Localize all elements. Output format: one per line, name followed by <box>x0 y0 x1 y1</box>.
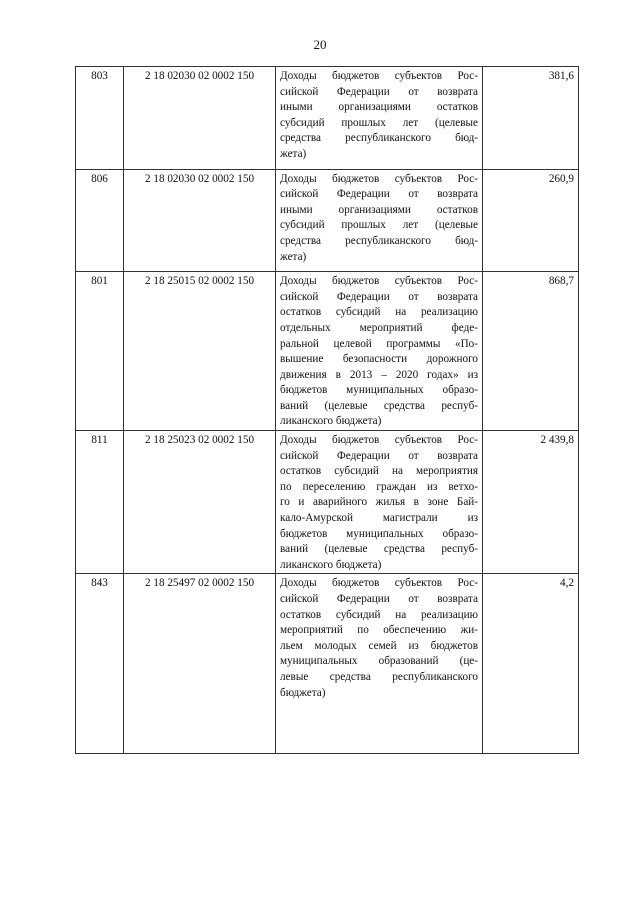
amount-cell: 260,9 <box>483 169 579 272</box>
revenue-name-cell <box>276 169 483 272</box>
amount-cell: 381,6 <box>483 67 579 170</box>
revenue-name-line: движения в 2013 – 2020 годах» из <box>280 368 478 381</box>
revenue-name-line: ваний (целевые средства респуб- <box>280 543 478 556</box>
amount-cell: 868,7 <box>483 272 579 431</box>
budget-classification-code-cell: 2 18 25015 02 0002 150 <box>124 272 276 431</box>
revenue-name-line: остатков субсидий на реализацию <box>280 608 478 621</box>
admin-code-cell: 843 <box>76 574 124 754</box>
revenue-name-line: бюджетов муниципальных образо- <box>280 384 478 397</box>
revenue-name-line: субсидий прошлых лет (целевые <box>280 219 478 232</box>
revenue-name-line: Доходы бюджетов субъектов Рос- <box>280 70 478 82</box>
revenue-name-line: средства республиканского бюд- <box>280 132 478 145</box>
amount-cell: 4,2 <box>483 574 579 754</box>
revenue-name-line: субсидий прошлых лет (целевые <box>280 116 478 129</box>
budget-revenue-table <box>75 66 579 754</box>
revenue-name-line: сийской Федерации от возврата <box>280 290 478 303</box>
revenue-name-line: ваний (целевые средства респуб- <box>280 399 478 412</box>
table-row <box>76 67 579 170</box>
table-row <box>76 574 579 754</box>
admin-code-cell: 803 <box>76 67 124 170</box>
revenue-name-line: Доходы бюджетов субъектов Рос- <box>280 577 478 590</box>
revenue-name-line: сийской Федерации от возврата <box>280 593 478 605</box>
admin-code-cell: 801 <box>76 272 124 431</box>
budget-classification-code-cell: 2 18 25497 02 0002 150 <box>124 574 276 754</box>
budget-classification-code-cell: 2 18 25023 02 0002 150 <box>124 431 276 574</box>
revenue-name-line: Доходы бюджетов субъектов Рос- <box>280 275 478 288</box>
revenue-name-line: остатков субсидий на мероприятия <box>280 465 478 478</box>
revenue-name-line: иными организациями остатков <box>280 101 478 114</box>
revenue-name-line: го и аварийного жилья в зоне Бай- <box>280 496 478 509</box>
revenue-name-line: ликанского бюджета) <box>280 558 382 571</box>
revenue-name-line: ральной целевой программы «По- <box>280 337 478 350</box>
revenue-name-line: муниципальных образований (це- <box>280 655 478 668</box>
page-number: 20 <box>313 37 327 52</box>
revenue-name-line: Доходы бюджетов субъектов Рос- <box>280 434 478 447</box>
table-row <box>76 272 579 431</box>
revenue-name-line: сийской Федерации от возврата <box>280 449 478 462</box>
revenue-name-line: отдельных мероприятий феде- <box>280 321 478 334</box>
revenue-name-line: сийской Федерации от возврата <box>280 188 478 201</box>
table-row <box>76 431 579 574</box>
revenue-name-cell <box>276 272 483 431</box>
revenue-name-line: ликанского бюджета) <box>280 415 382 428</box>
admin-code-cell: 806 <box>76 169 124 272</box>
budget-classification-code-cell: 2 18 02030 02 0002 150 <box>124 67 276 170</box>
table-body <box>76 67 579 754</box>
revenue-name-line: жета) <box>280 147 307 160</box>
revenue-name-line: жета) <box>280 250 307 263</box>
revenue-name-line: левые средства республиканского <box>280 670 478 683</box>
budget-classification-code-cell: 2 18 02030 02 0002 150 <box>124 169 276 272</box>
revenue-name-line: бюджета) <box>280 686 326 699</box>
revenue-name-line: вышение безопасности дорожного <box>280 353 478 366</box>
revenue-name-line: остатков субсидий на реализацию <box>280 306 478 319</box>
revenue-name-line: иными организациями остатков <box>280 203 478 216</box>
admin-code-cell: 811 <box>76 431 124 574</box>
revenue-name-cell <box>276 431 483 574</box>
amount-cell: 2 439,8 <box>483 431 579 574</box>
revenue-name-line: бюджетов муниципальных образо- <box>280 527 478 540</box>
revenue-name-line: кало-Амурской магистрали из <box>280 512 478 525</box>
revenue-name-line: по переселению граждан из ветхо- <box>280 480 478 493</box>
revenue-name-cell <box>276 67 483 170</box>
revenue-name-line: сийской Федерации от возврата <box>280 85 478 98</box>
table-row <box>76 169 579 272</box>
revenue-name-cell <box>276 574 483 754</box>
revenue-name-line: средства республиканского бюд- <box>280 234 478 247</box>
revenue-name-line: мероприятий по обеспечению жи- <box>280 624 478 637</box>
revenue-name-line: Доходы бюджетов субъектов Рос- <box>280 172 478 185</box>
revenue-name-line: льем молодых семей из бюджетов <box>280 639 478 652</box>
